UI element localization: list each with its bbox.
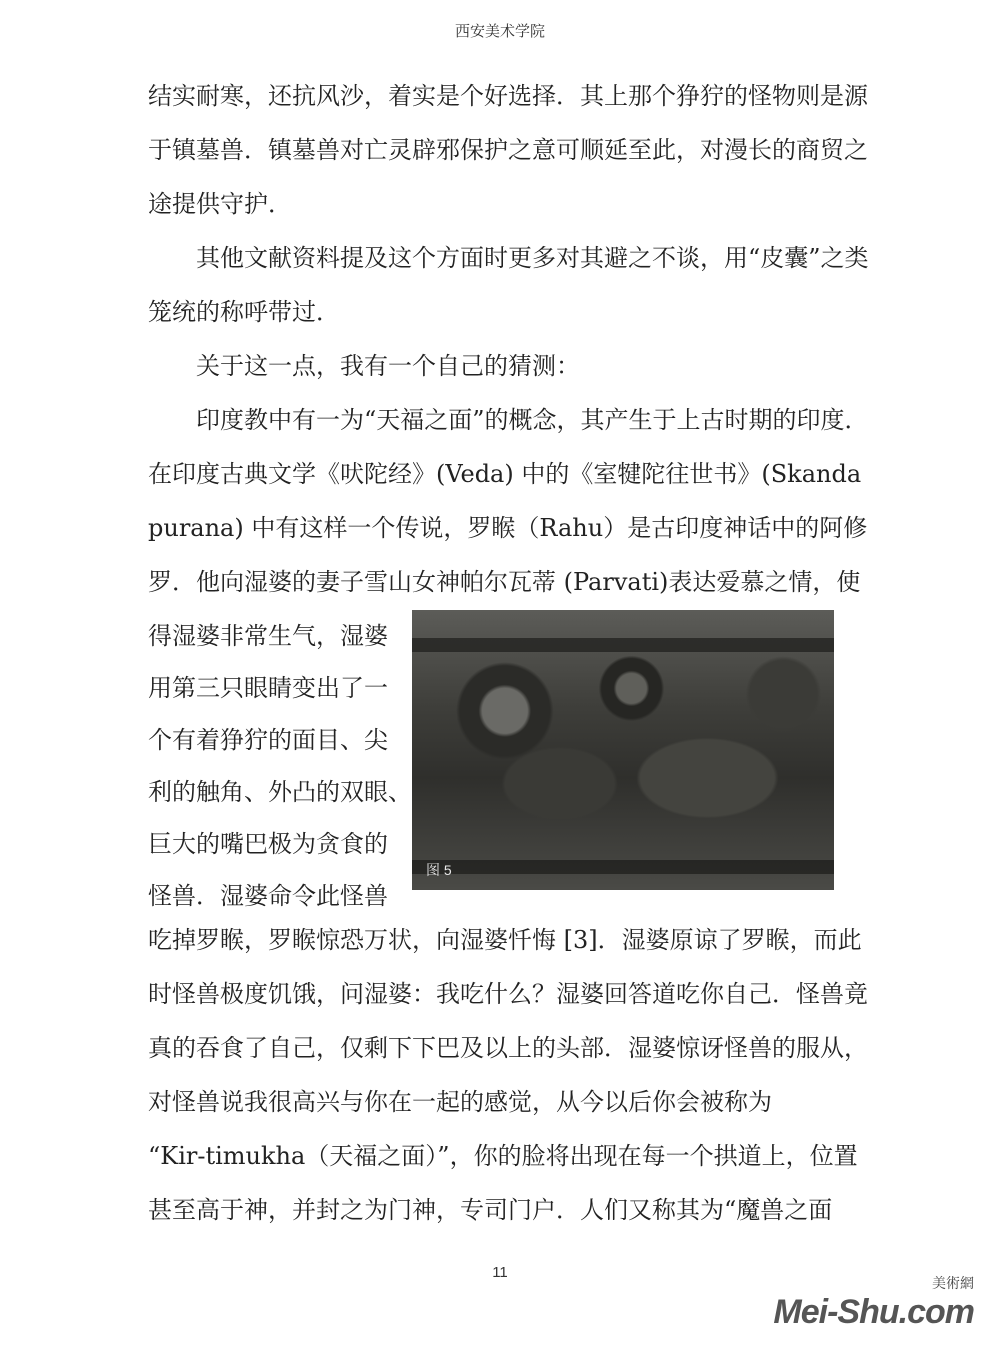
text-line: 怪兽．湿婆命令此怪兽 — [148, 882, 388, 910]
text-line: 吃掉罗睺，罗睺惊恐万状，向湿婆忏悔 [3]．湿婆原谅了罗睺，而此 — [148, 926, 862, 954]
text-line: 结实耐寒，还抗风沙，着实是个好选择．其上那个狰狞的怪物则是源 — [148, 82, 868, 110]
text-line: 得湿婆非常生气，湿婆 — [148, 622, 388, 650]
text-line: 时怪兽极度饥饿，问湿婆：我吃什么？湿婆回答道吃你自己．怪兽竟 — [148, 980, 868, 1008]
text-line: 巨大的嘴巴极为贪食的 — [148, 830, 388, 858]
watermark-en: Mei-Shu.com — [773, 1293, 974, 1331]
text-line: 在印度古典文学《吠陀经》(Veda) 中的《室犍陀往世书》(Skanda — [148, 460, 862, 488]
text-line: 个有着狰狞的面目、尖 — [148, 726, 388, 754]
text-line: 于镇墓兽．镇墓兽对亡灵辟邪保护之意可顺延至此，对漫长的商贸之 — [148, 136, 868, 164]
text-line: 罗．他向湿婆的妻子雪山女神帕尔瓦蒂 (Parvati)表达爱慕之情，使 — [148, 568, 861, 596]
text-line: 途提供守护． — [148, 190, 292, 218]
text-line: 对怪兽说我很高兴与你在一起的感觉，从今以后你会被称为 — [148, 1088, 772, 1116]
text-line: 其他文献资料提及这个方面时更多对其避之不谈，用“皮囊”之类 — [196, 244, 869, 272]
text-line: 印度教中有一为“天福之面”的概念，其产生于上古时期的印度． — [196, 406, 869, 434]
site-watermark — [773, 1273, 974, 1332]
text-line: 用第三只眼睛变出了一 — [148, 674, 388, 702]
text-line: “Kir-timukha（天福之面）”，你的脸将出现在每一个拱道上，位置 — [148, 1142, 858, 1170]
text-line: purana) 中有这样一个传说，罗睺（Rahu）是古印度神话中的阿修 — [148, 514, 868, 542]
text-line: 真的吞食了自己，仅剩下下巴及以上的头部．湿婆惊讶怪兽的服从， — [148, 1034, 868, 1062]
figure-photo — [412, 610, 834, 890]
text-line: 利的触角、外凸的双眼、 — [148, 778, 412, 806]
document-header: 西安美术学院 — [454, 22, 545, 40]
text-line: 笼统的称呼带过． — [148, 298, 340, 326]
text-line: 甚至高于神，并封之为门神，专司门户．人们又称其为“魔兽之面 — [148, 1196, 833, 1224]
figure-caption: 图 5 — [426, 862, 452, 878]
watermark-cn: 美術網 — [932, 1275, 974, 1291]
page-number: 11 — [492, 1264, 508, 1281]
text-line: 关于这一点，我有一个自己的猜测： — [196, 352, 580, 380]
